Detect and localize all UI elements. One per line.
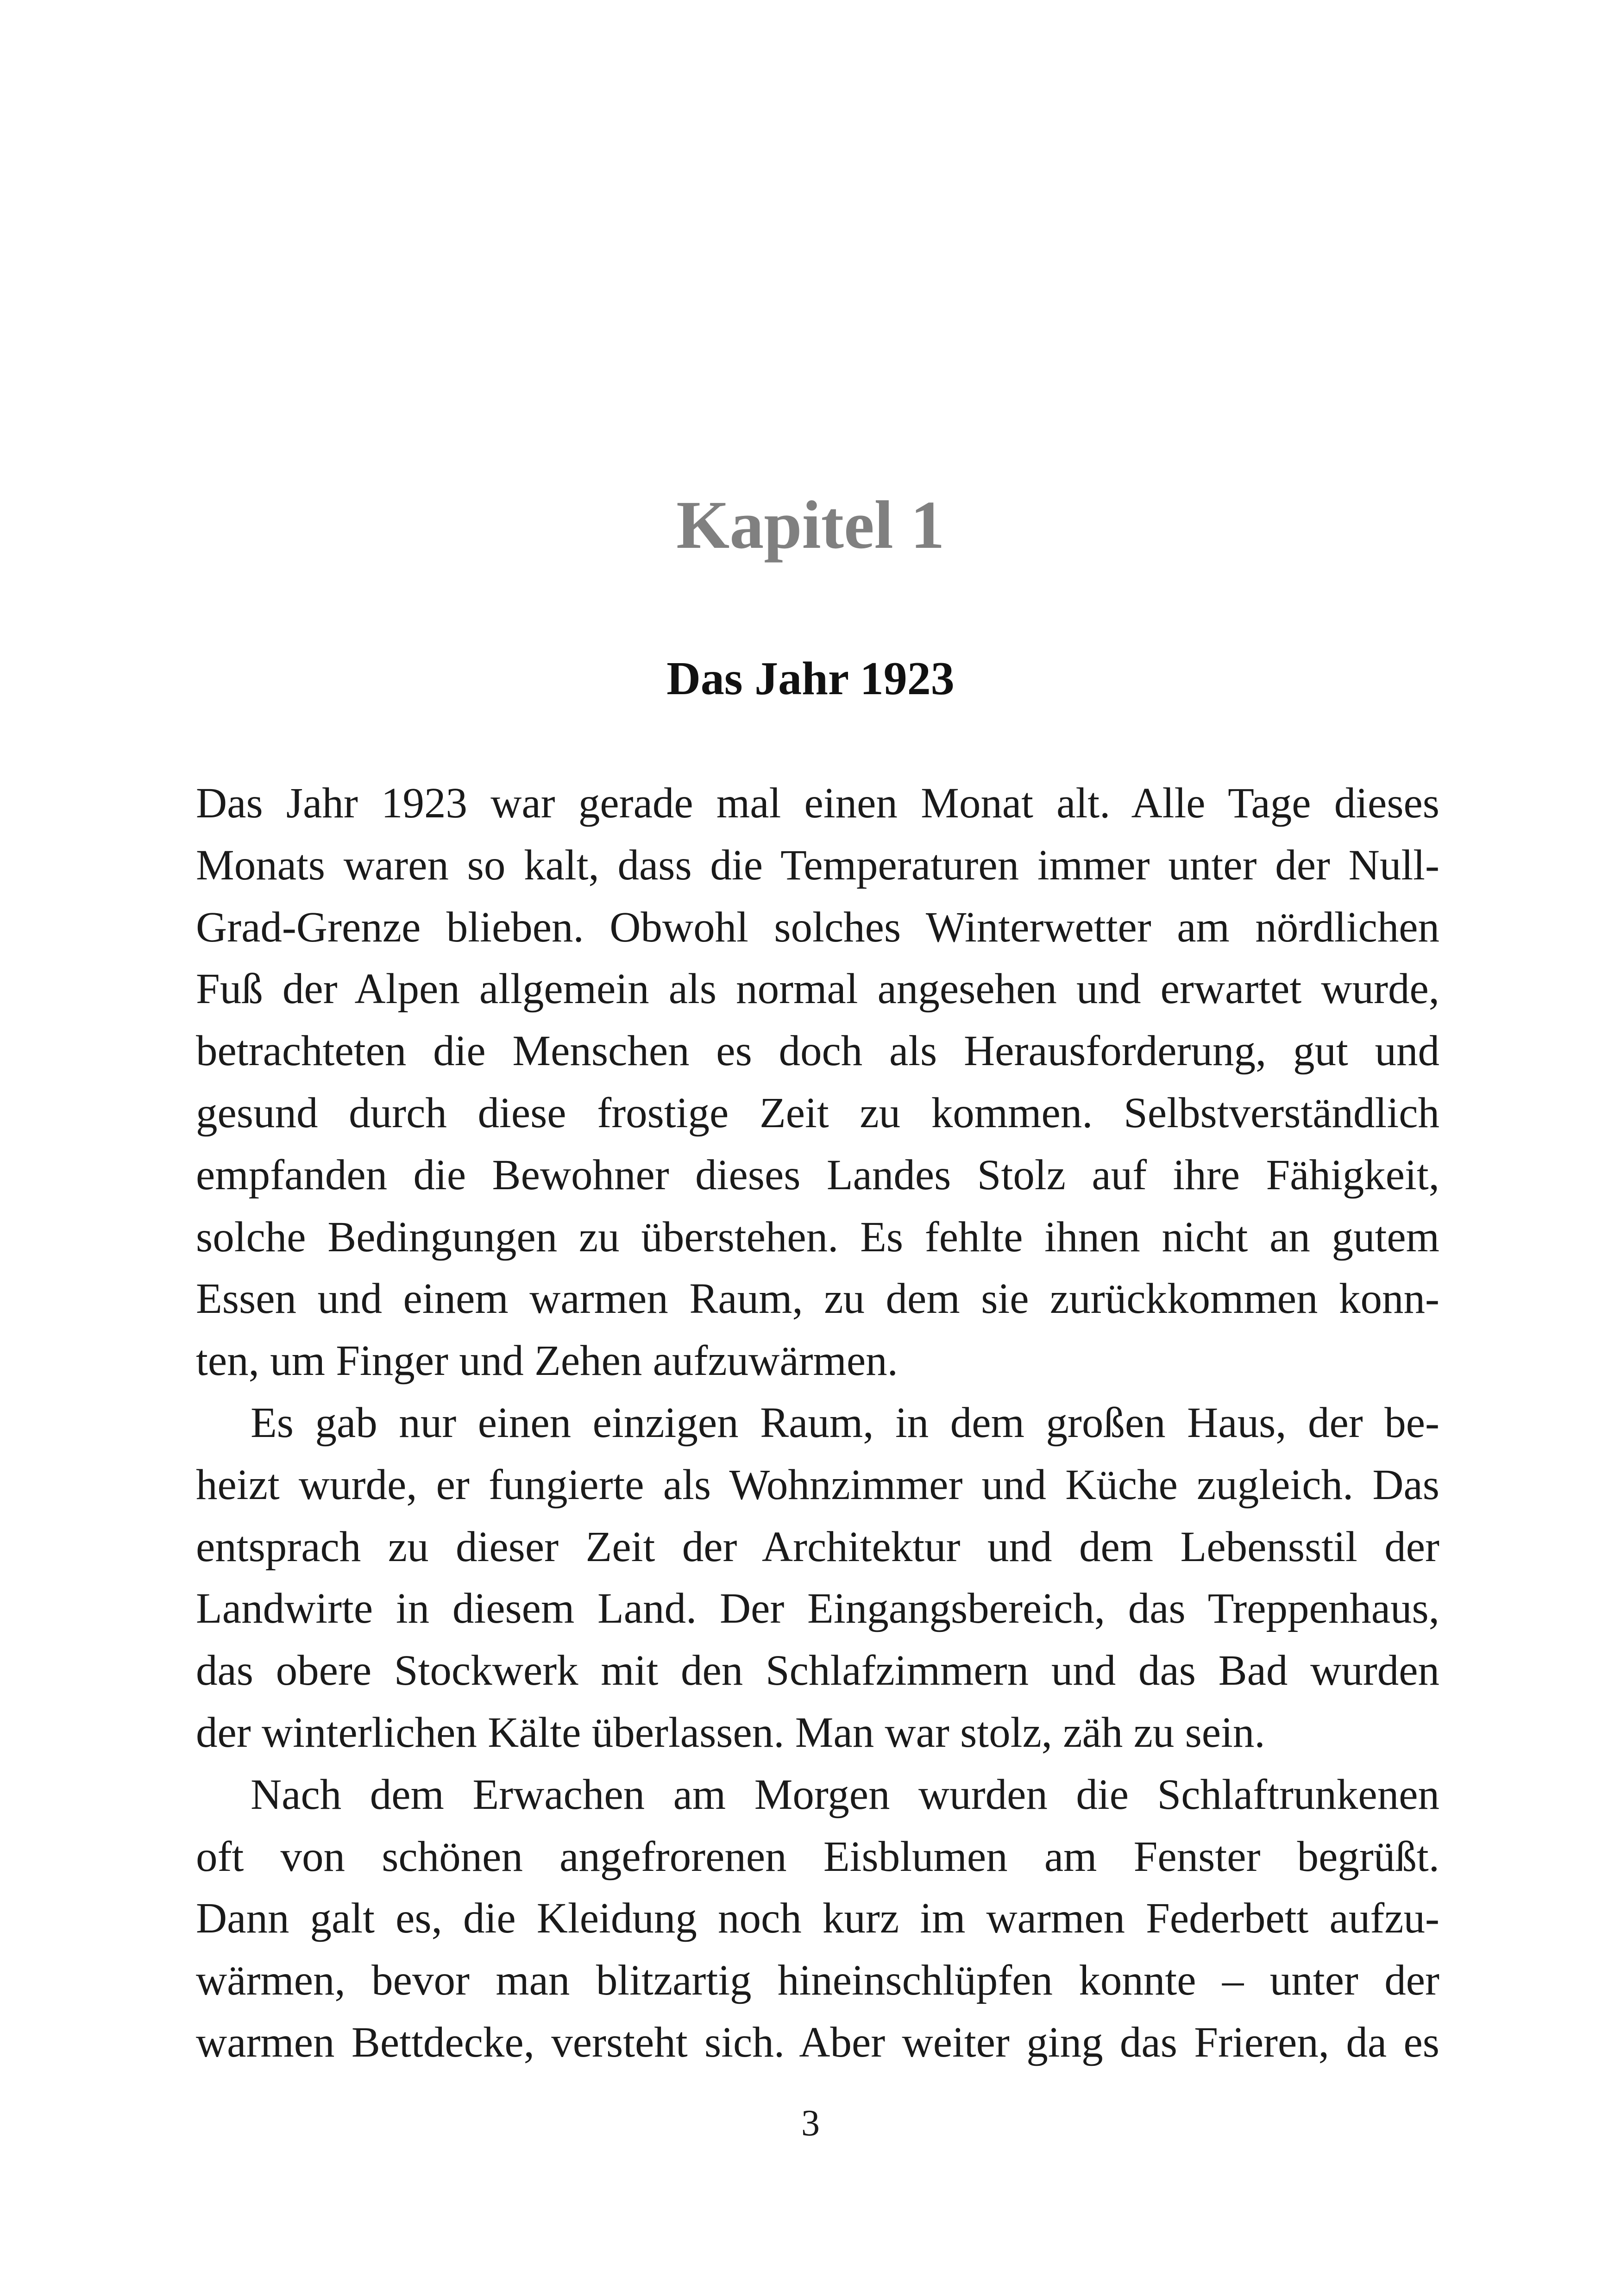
- text-line: Nach dem Erwachen am Morgen wurden die Schlaftrunkenen: [251, 1770, 1439, 1819]
- text-line: gesund durch diese frostige Zeit zu kommen. Selbstverständlich: [196, 1089, 1439, 1137]
- text-line: heizt wurde, er fungierte als Wohnzimmer und Küche zugleich. Das: [196, 1461, 1439, 1509]
- body-text: [196, 772, 1439, 2074]
- chapter-title: Kapitel 1: [676, 487, 945, 563]
- text-line: Das Jahr 1923 war gerade mal einen Monat alt. Alle Tage dieses: [196, 779, 1439, 827]
- text-line: wärmen, bevor man blitzartig hineinschlüpfen konnte – unter der: [196, 1957, 1439, 2005]
- text-line: warmen Bettdecke, versteht sich. Aber weiter ging das Frieren, da es: [196, 2018, 1439, 2066]
- text-line: Essen und einem warmen Raum, zu dem sie zurückkommen konn-: [196, 1275, 1439, 1323]
- text-line: das obere Stockwerk mit den Schlafzimmern und das Bad wurden: [196, 1647, 1439, 1695]
- text-line: empfanden die Bewohner dieses Landes Stolz auf ihre Fähigkeit,: [196, 1151, 1439, 1199]
- text-line: Es gab nur einen einzigen Raum, in dem großen Haus, der be-: [251, 1399, 1439, 1447]
- text-line: entsprach zu dieser Zeit der Architektur und dem Lebensstil der: [196, 1523, 1439, 1571]
- page-number: 3: [801, 2103, 820, 2144]
- text-line: solche Bedingungen zu überstehen. Es fehlte ihnen nicht an gutem: [196, 1213, 1439, 1261]
- text-line: Landwirte in diesem Land. Der Eingangsbereich, das Treppenhaus,: [196, 1585, 1439, 1633]
- section-title: Das Jahr 1923: [666, 652, 955, 705]
- text-line: ten, um Finger und Zehen aufzuwärmen.: [196, 1337, 898, 1385]
- text-line: oft von schönen angefrorenen Eisblumen am Fenster begrüßt.: [196, 1832, 1439, 1881]
- text-line: betrachteten die Menschen es doch als Herausforderung, gut und: [196, 1027, 1439, 1075]
- text-line: Dann galt es, die Kleidung noch kurz im warmen Federbett aufzu-: [196, 1895, 1439, 1943]
- text-line: der winterlichen Kälte überlassen. Man war stolz, zäh zu sein.: [196, 1708, 1265, 1757]
- text-line: Fuß der Alpen allgemein als normal angesehen und erwartet wurde,: [196, 965, 1439, 1013]
- text-line: Grad-Grenze blieben. Obwohl solches Winterwetter am nördlichen: [196, 903, 1439, 951]
- text-line: Monats waren so kalt, dass die Temperaturen immer unter der Null-: [196, 841, 1439, 889]
